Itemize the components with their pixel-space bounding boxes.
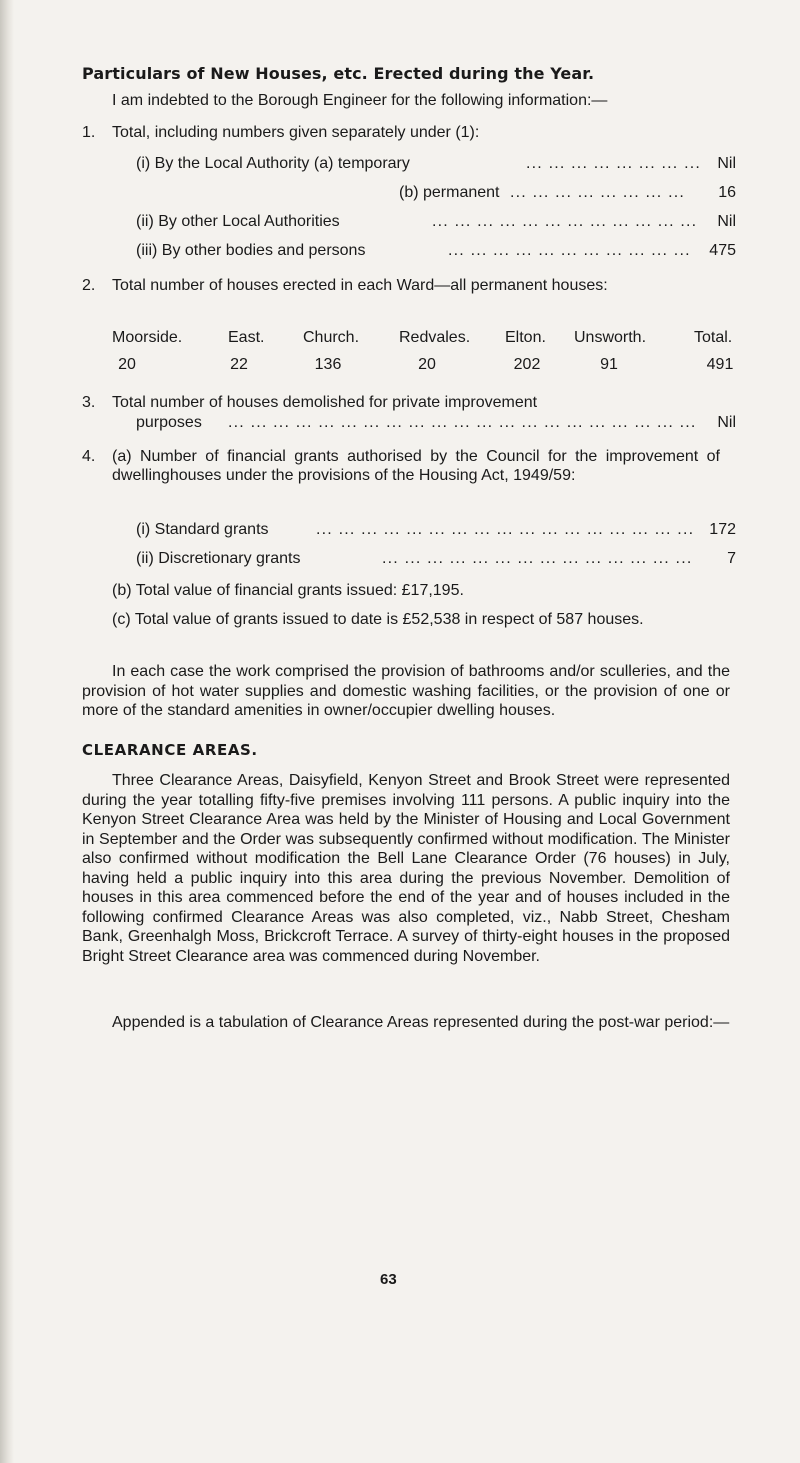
item-1-ii-value: Nil (717, 213, 736, 230)
ward-count-row (112, 356, 734, 376)
ward-name: Elton. (505, 329, 546, 346)
intro-text: I am indebted to the Borough Engineer for the following information:— (112, 92, 608, 109)
ward-count: 136 (314, 356, 342, 373)
ward-count: 20 (118, 356, 136, 373)
item-1-number: 1. (82, 124, 96, 141)
item-3-text: Total number of houses demolished for private improvement (112, 394, 538, 411)
ward-name: Moorside. (112, 329, 183, 346)
item-4-i-value: 172 (709, 521, 736, 538)
ward-count: 22 (230, 356, 248, 373)
item-1-i-a-leader: ... ... ... ... ... ... ... ... (526, 155, 702, 172)
item-1-iii-leader: ... ... ... ... ... ... ... ... ... ... ... (448, 242, 691, 259)
ward-count: 20 (418, 356, 436, 373)
item-4-b-text: (b) Total value of financial grants issued: £17,195. (112, 582, 464, 599)
ward-count: 202 (513, 356, 541, 373)
item-4-ii-value: 7 (727, 550, 736, 567)
item-1-i-a-value: Nil (717, 155, 736, 172)
page-heading: Particulars of New Houses, etc. Erected during the Year. (82, 64, 595, 83)
item-3-value: Nil (717, 414, 736, 431)
item-1-i-b-label: (b) permanent (399, 184, 500, 201)
appended-paragraph: Appended is a tabulation of Clearance Areas represented during the post-war period:— (112, 1014, 730, 1031)
item-3-continuation: purposes (136, 414, 202, 431)
item-2-number: 2. (82, 277, 96, 294)
page-number: 63 (380, 1271, 397, 1288)
ward-name: Total. (694, 329, 733, 346)
item-2-text: Total number of houses erected in each Ward—all permanent houses: (112, 277, 608, 294)
item-3-number: 3. (82, 394, 96, 411)
item-1-text: Total, including numbers given separately under (1): (112, 124, 480, 141)
ward-name: East. (228, 329, 265, 346)
item-1-ii-label: (ii) By other Local Authorities (136, 213, 340, 230)
item-1-i-b-value: 16 (718, 184, 736, 201)
item-4-c-text: (c) Total value of grants issued to date is £52,538 in respect of 587 houses. (112, 611, 644, 628)
ward-header-row (112, 329, 733, 349)
item-4-i-label: (i) Standard grants (136, 521, 269, 538)
item-4-number: 4. (82, 448, 96, 465)
item-1-i-a-label: (i) By the Local Authority (a) temporary (136, 155, 410, 172)
item-1-ii-leader: ... ... ... ... ... ... ... ... ... ... ... ... (432, 213, 698, 230)
item-4-ii-label: (ii) Discretionary grants (136, 550, 301, 567)
ward-name: Unsworth. (574, 329, 647, 346)
item-1-iii-label: (iii) By other bodies and persons (136, 242, 366, 259)
ward-name: Redvales. (399, 329, 471, 346)
ward-name: Church. (303, 329, 360, 346)
item-1-i-b-leader: ... ... ... ... ... ... ... ... (510, 184, 686, 201)
item-4-i-leader: ... ... ... ... ... ... ... ... ... ... ... ... ... ... ... ... ... (316, 521, 695, 538)
item-4-ii-leader: ... ... ... ... ... ... ... ... ... ... ... ... ... ... (382, 550, 693, 567)
amenities-paragraph: In each case the work comprised the provision of bathrooms and/or sculleries, and the provision of hot water supplies and domestic washing facilities, or the provision of one or more of the standard amenities in owner/occupier dwelling houses. (82, 663, 730, 719)
clearance-paragraph: Three Clearance Areas, Daisyfield, Kenyon Street and Brook Street were represented during the year totalling fifty-five premises involving 111 persons. A public inquiry into the Kenyon Street Clearance Area was held by the Minister of Housing and Local Government in September and the Order was subsequently confirmed without modification. The Minister also confirmed without modification the Bell Lane Clearance Order (76 houses) in July, having held a public inquiry into this area during the previous November. Demolition of houses in this area commenced before the end of the year and of houses included in the following confirmed Clearance Areas was also completed, viz., Nabb Street, Chesham Bank, Greenhalgh Moss, Brickcroft Terrace. A survey of thirty-eight houses in the proposed Bright Street Clearance area was commenced during November. (82, 772, 730, 965)
item-4-a-text: (a) Number of financial grants authorised by the Council for the improvement of dwellinghouses under the provisions of the Housing Act, 1949/59: (112, 448, 720, 484)
item-1-iii-value: 475 (709, 242, 736, 259)
ward-count: 491 (706, 356, 734, 373)
item-3-leader: ... ... ... ... ... ... ... ... ... ... ... ... ... ... ... ... ... ... ... ... ... (228, 414, 697, 431)
clearance-areas-heading: CLEARANCE AREAS. (82, 741, 258, 759)
ward-count: 91 (600, 356, 618, 373)
